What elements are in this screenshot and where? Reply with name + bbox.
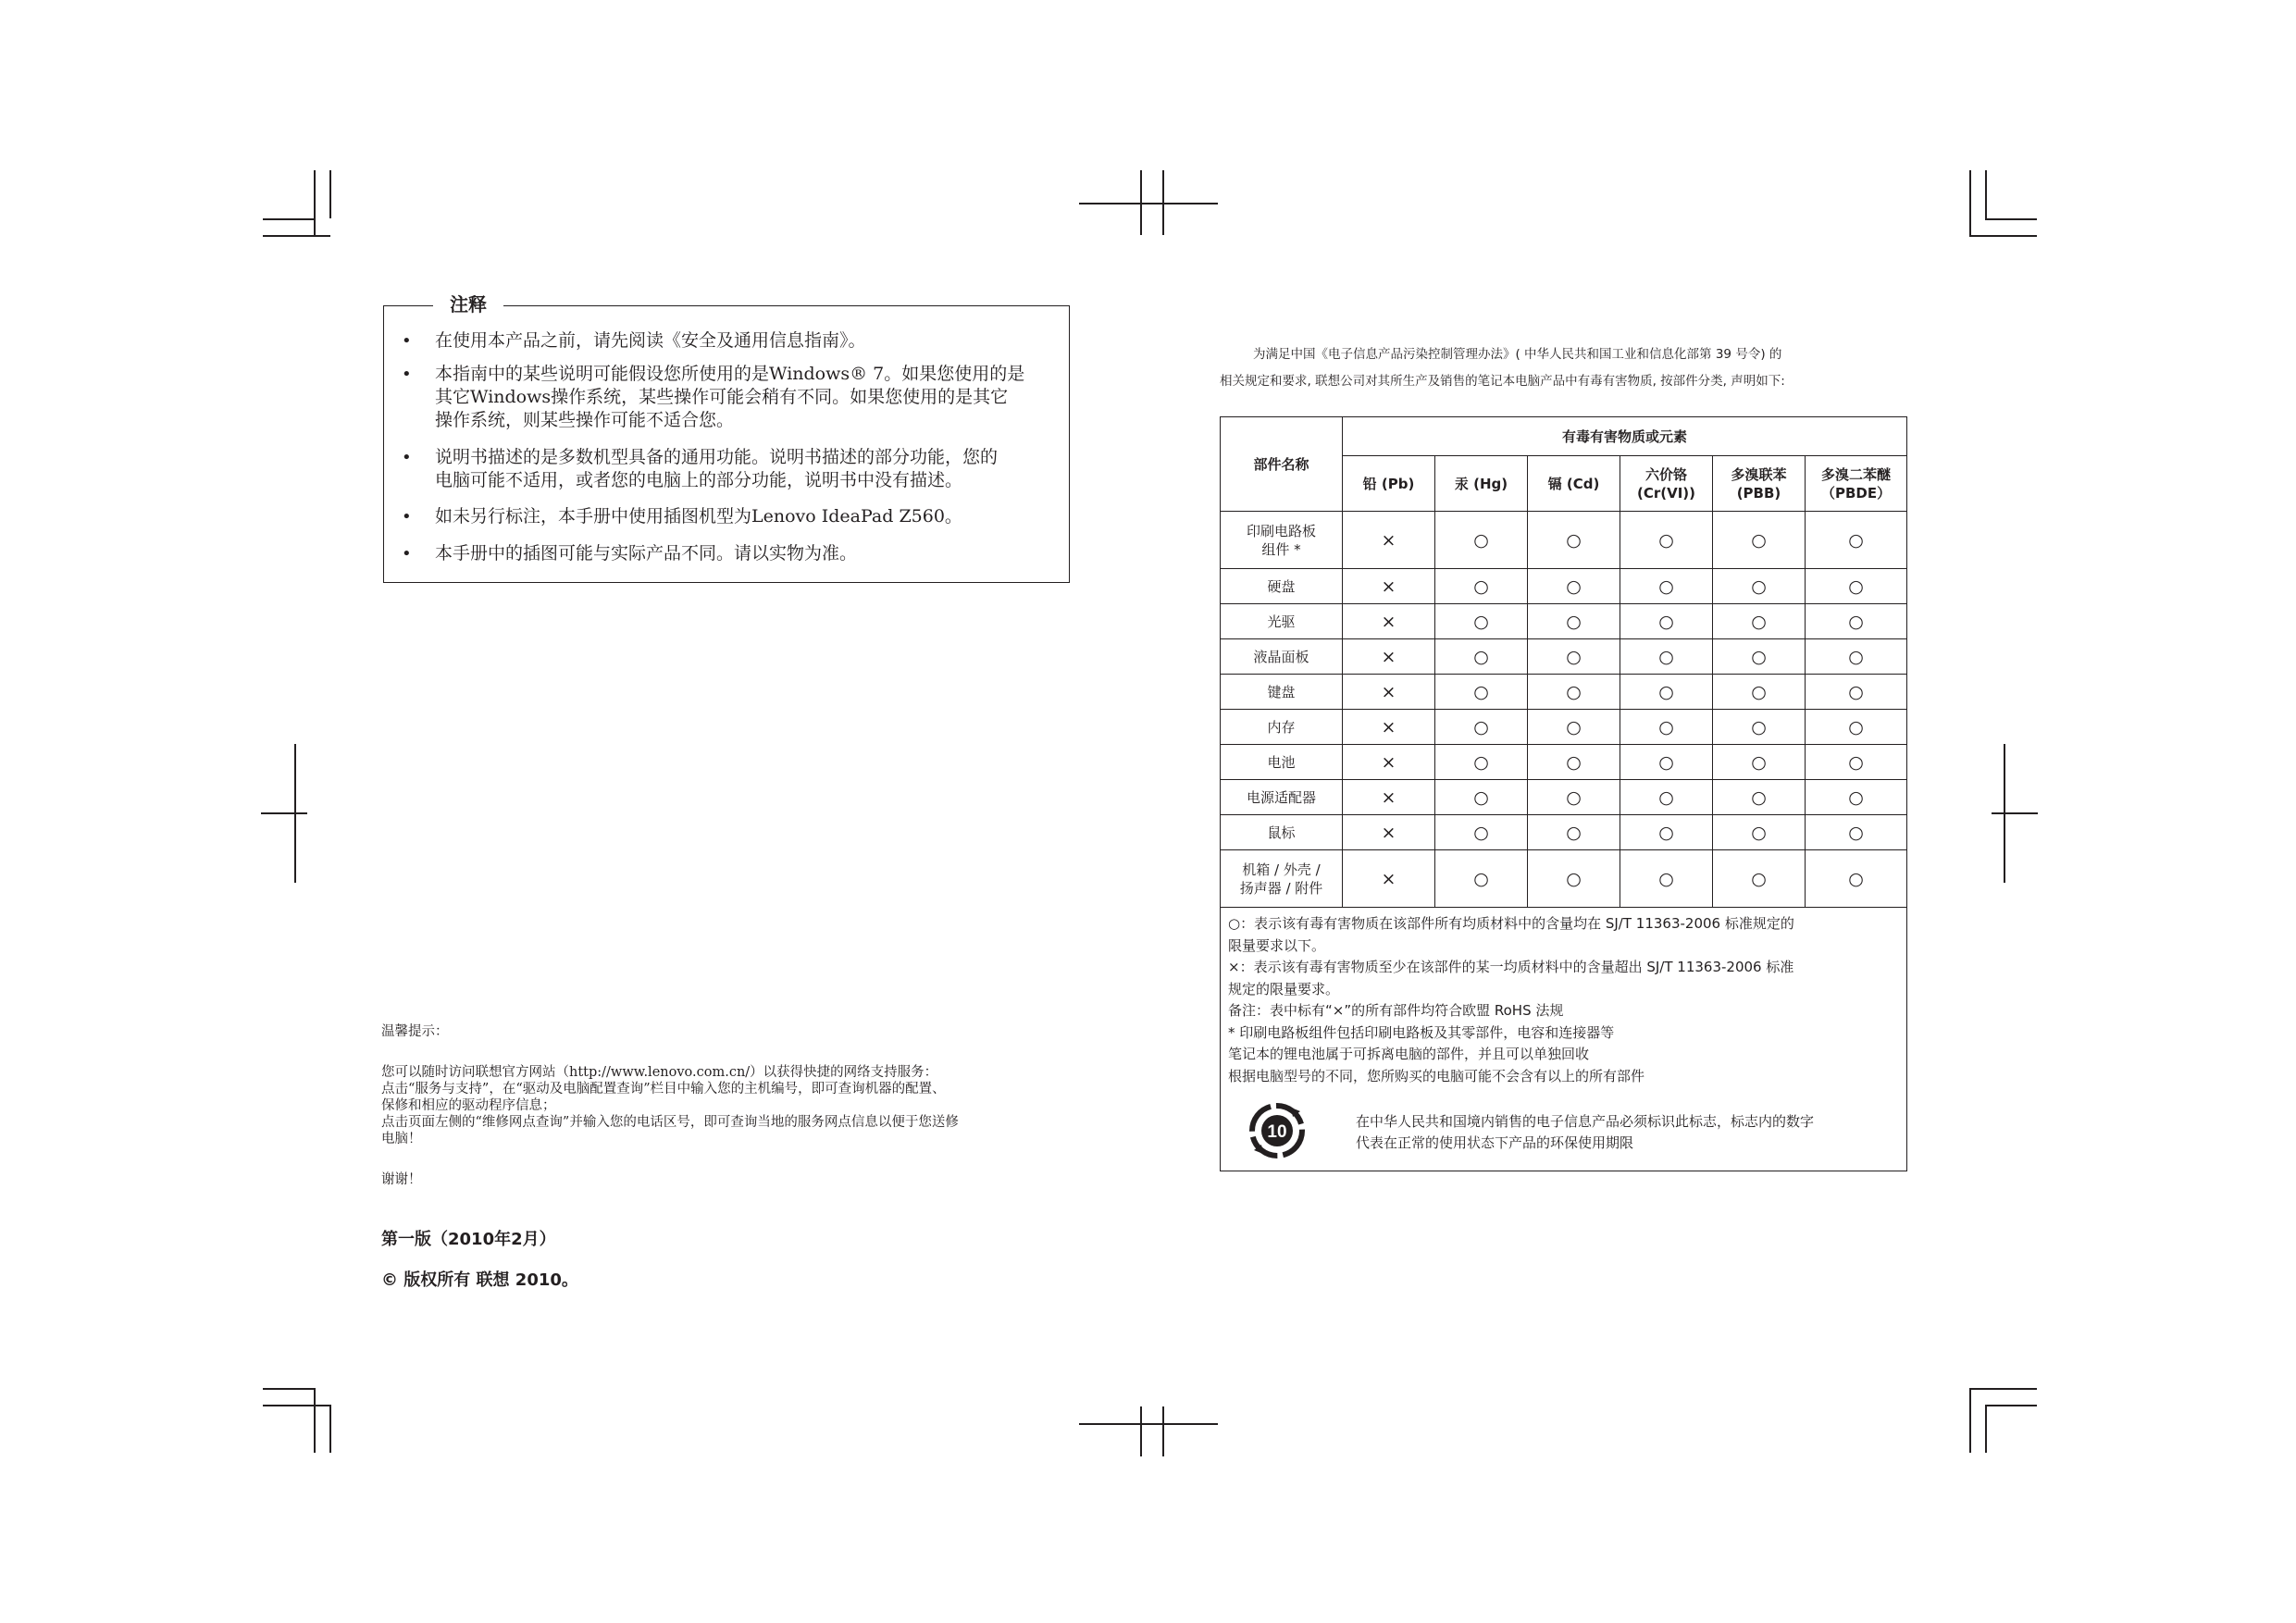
substance-symbol: (PBB) <box>1736 484 1781 502</box>
substance-mark: × <box>1343 569 1435 604</box>
footnote-line: 规定的限量要求。 <box>1228 980 1340 997</box>
substance-symbol: （PBDE） <box>1820 484 1892 502</box>
part-name-cell <box>1221 639 1343 675</box>
table-row <box>1221 569 1907 604</box>
footnote-line: 备注：表中标有“×”的所有部件均符合欧盟 RoHS 法规 <box>1228 1002 1564 1019</box>
part-name: 内存 <box>1267 718 1296 736</box>
tips-line: 电脑！ <box>381 1132 422 1146</box>
note-line: 操作系统，则某些操作可能不适合您。 <box>435 410 735 430</box>
logo-text-line: 在中华人民共和国境内销售的电子信息产品必须标识此标志，标志内的数字 <box>1356 1113 1815 1130</box>
substance-mark: ○ <box>1806 512 1907 569</box>
tips-line: 点击页面左侧的“维修网点查询”并输入您的电话区号，即可查询当地的服务网点信息以便于您送修 <box>381 1115 959 1130</box>
substance-name: 汞 (Hg) <box>1454 475 1508 492</box>
substance-mark: ○ <box>1435 780 1528 815</box>
substance-mark: ○ <box>1620 604 1713 639</box>
substance-mark: × <box>1343 710 1435 745</box>
substance-mark: ○ <box>1806 815 1907 850</box>
substance-mark: ○ <box>1620 745 1713 780</box>
table-row <box>1221 710 1907 745</box>
column-header-substance <box>1343 456 1435 512</box>
column-header-substance <box>1528 456 1620 512</box>
bullet-icon: • <box>402 331 412 351</box>
note-line: 本手册中的插图可能与实际产品不同。请以实物为准。 <box>435 543 858 564</box>
column-header-substance <box>1806 456 1907 512</box>
hazard-intro-line2: 相关规定和要求, 联想公司对其所生产及销售的笔记本电脑产品中有毒有害物质, 按部件分类, 声明如下: <box>1220 374 1785 389</box>
tips-thanks: 谢谢！ <box>381 1172 422 1187</box>
footnote-line: 笔记本的锂电池属于可拆离电脑的部件，并且可以单独回收 <box>1228 1046 1590 1062</box>
logo-text-line: 代表在正常的使用状态下产品的环保使用期限 <box>1356 1134 1634 1151</box>
substance-mark: ○ <box>1620 569 1713 604</box>
substance-mark: ○ <box>1713 850 1806 908</box>
column-header-substance <box>1435 456 1528 512</box>
note-line: 如未另行标注，本手册中使用插图机型为Lenovo IdeaPad Z560。 <box>435 506 962 527</box>
substance-mark: ○ <box>1435 675 1528 710</box>
bullet-icon: • <box>402 365 412 384</box>
note-text <box>435 446 1055 492</box>
substance-mark: ○ <box>1435 815 1528 850</box>
substance-mark: ○ <box>1435 512 1528 569</box>
hazard-intro-line1: 为满足中国《电子信息产品污染控制管理办法》( 中华人民共和国工业和信息化部第 39 号令) 的 <box>1253 347 1782 362</box>
substance-mark: ○ <box>1620 710 1713 745</box>
note-text <box>435 542 1055 565</box>
substance-mark: ○ <box>1713 569 1806 604</box>
substance-mark: ○ <box>1435 569 1528 604</box>
substance-mark: ○ <box>1435 604 1528 639</box>
part-name: 机箱 / 外壳 / <box>1242 861 1321 878</box>
note-text <box>435 363 1055 432</box>
part-name: 液晶面板 <box>1253 648 1309 665</box>
part-name-cell <box>1221 710 1343 745</box>
column-header-substance <box>1713 456 1806 512</box>
substance-mark: ○ <box>1713 710 1806 745</box>
substance-mark: ○ <box>1806 569 1907 604</box>
substance-mark: ○ <box>1435 745 1528 780</box>
part-name: 光驱 <box>1267 613 1296 630</box>
substance-mark: ○ <box>1620 850 1713 908</box>
substance-mark: ○ <box>1435 639 1528 675</box>
table-row <box>1221 850 1907 908</box>
substance-mark: ○ <box>1806 710 1907 745</box>
substance-mark: × <box>1343 850 1435 908</box>
column-header-substance <box>1620 456 1713 512</box>
footnote-line: 根据电脑型号的不同，您所购买的电脑可能不会含有以上的所有部件 <box>1228 1067 1645 1084</box>
note-text <box>435 505 1055 528</box>
substance-mark: ○ <box>1713 815 1806 850</box>
substance-mark: ○ <box>1620 512 1713 569</box>
table-row <box>1221 745 1907 780</box>
substance-mark: ○ <box>1528 512 1620 569</box>
note-text <box>435 329 1055 353</box>
substance-symbol: (Cr(VI)) <box>1636 484 1696 502</box>
substance-mark: ○ <box>1528 639 1620 675</box>
substance-name: 六价铬 <box>1644 465 1687 483</box>
table-row <box>1221 639 1907 675</box>
substance-mark: ○ <box>1528 569 1620 604</box>
part-name-cell <box>1221 604 1343 639</box>
substance-mark: × <box>1343 815 1435 850</box>
substance-mark: ○ <box>1713 675 1806 710</box>
table-row <box>1221 815 1907 850</box>
tips-line: 保修和相应的驱动程序信息； <box>381 1098 556 1113</box>
substance-mark: ○ <box>1713 745 1806 780</box>
table-row <box>1221 675 1907 710</box>
part-name: 键盘 <box>1267 683 1296 700</box>
substance-mark: ○ <box>1528 745 1620 780</box>
part-name-cell <box>1221 780 1343 815</box>
substance-mark: × <box>1343 675 1435 710</box>
substance-name: 多溴二苯醚 <box>1821 465 1892 483</box>
substance-mark: ○ <box>1806 604 1907 639</box>
substance-mark: ○ <box>1528 604 1620 639</box>
table-row <box>1221 780 1907 815</box>
substance-name: 多溴联苯 <box>1731 465 1787 483</box>
hazard-footnotes <box>1221 908 1907 1171</box>
substance-mark: ○ <box>1528 815 1620 850</box>
footnote-line: 限量要求以下。 <box>1228 936 1326 954</box>
substance-mark: × <box>1343 604 1435 639</box>
substance-mark: × <box>1343 745 1435 780</box>
note-line: 说明书描述的是多数机型具备的通用功能。说明书描述的部分功能，您的 <box>435 447 999 467</box>
substance-mark: × <box>1343 512 1435 569</box>
substance-mark: ○ <box>1528 710 1620 745</box>
substance-mark: ○ <box>1620 675 1713 710</box>
part-name-cell <box>1221 850 1343 908</box>
part-name-cell <box>1221 512 1343 569</box>
substance-mark: ○ <box>1620 639 1713 675</box>
substance-mark: ○ <box>1806 745 1907 780</box>
tips-heading: 温馨提示： <box>381 1024 449 1039</box>
substance-mark: ○ <box>1713 604 1806 639</box>
substance-mark: ○ <box>1713 639 1806 675</box>
table-row <box>1221 512 1907 569</box>
notes-title: 注释 <box>433 291 503 318</box>
part-name: 扬声器 / 附件 <box>1239 879 1323 897</box>
substance-mark: ○ <box>1806 780 1907 815</box>
bullet-icon: • <box>402 448 412 467</box>
bullet-icon: • <box>402 544 412 564</box>
substance-name: 铅 (Pb) <box>1362 475 1415 492</box>
substance-mark: ○ <box>1435 850 1528 908</box>
bullet-icon: • <box>402 507 412 527</box>
substance-mark: ○ <box>1713 780 1806 815</box>
tips-line: 您可以随时访问联想官方网站（http://www.lenovo.com.cn/）以获得快捷的网络支持服务： <box>381 1065 938 1080</box>
footnote-line: ×：表示该有毒有害物质至少在该部件的某一均质材料中的含量超出 SJ/T 11363-2006 标准 <box>1228 959 1794 975</box>
hazard-table <box>1220 416 1907 1171</box>
logo-number: 10 <box>1267 1122 1287 1142</box>
edition-line: 第一版（2010年2月） <box>381 1230 556 1249</box>
substance-mark: ○ <box>1528 675 1620 710</box>
note-line: 其它Windows操作系统，某些操作可能会稍有不同。如果您使用的是其它 <box>435 387 1009 407</box>
substance-mark: × <box>1343 780 1435 815</box>
part-name: 组件 * <box>1261 540 1301 558</box>
table-row <box>1221 604 1907 639</box>
column-header-substances-group: 有毒有害物质或元素 <box>1343 417 1907 456</box>
substance-name: 镉 (Cd) <box>1547 475 1600 492</box>
footnote-line: ○：表示该有毒有害物质在该部件所有均质材料中的含量均在 SJ/T 11363-2006 标准规定的 <box>1228 915 1794 932</box>
substance-mark: ○ <box>1806 639 1907 675</box>
note-line: 本指南中的某些说明可能假设您所使用的是Windows® 7。如果您使用的是 <box>435 364 1025 384</box>
copyright-line: © 版权所有 联想 2010。 <box>381 1270 578 1290</box>
part-name: 硬盘 <box>1267 577 1296 595</box>
substance-mark: × <box>1343 639 1435 675</box>
part-name: 电源适配器 <box>1246 788 1316 806</box>
note-line: 在使用本产品之前，请先阅读《安全及通用信息指南》。 <box>435 330 866 351</box>
logo-description <box>1356 1111 1814 1154</box>
part-name-cell <box>1221 569 1343 604</box>
substance-mark: ○ <box>1435 710 1528 745</box>
tips-line: 点击“服务与支持”，在“驱动及电脑配置查询”栏目中输入您的主机编号，即可查询机器的配置、 <box>381 1082 946 1096</box>
substance-mark: ○ <box>1806 850 1907 908</box>
part-name: 印刷电路板 <box>1246 522 1316 539</box>
recycle-10-icon <box>1248 1102 1306 1159</box>
column-header-part: 部件名称 <box>1221 417 1343 512</box>
part-name-cell <box>1221 745 1343 780</box>
epup-logo-row <box>1228 1100 1899 1165</box>
substance-mark: ○ <box>1806 675 1907 710</box>
part-name: 电池 <box>1267 753 1296 771</box>
part-name: 鼠标 <box>1267 824 1296 841</box>
footnote-line: * 印刷电路板组件包括印刷电路板及其零部件，电容和连接器等 <box>1228 1023 1615 1041</box>
part-name-cell <box>1221 675 1343 710</box>
substance-mark: ○ <box>1620 815 1713 850</box>
substance-mark: ○ <box>1713 512 1806 569</box>
substance-mark: ○ <box>1528 780 1620 815</box>
substance-mark: ○ <box>1620 780 1713 815</box>
note-line: 电脑可能不适用，或者您的电脑上的部分功能，说明书中没有描述。 <box>435 470 963 490</box>
substance-mark: ○ <box>1528 850 1620 908</box>
part-name-cell <box>1221 815 1343 850</box>
